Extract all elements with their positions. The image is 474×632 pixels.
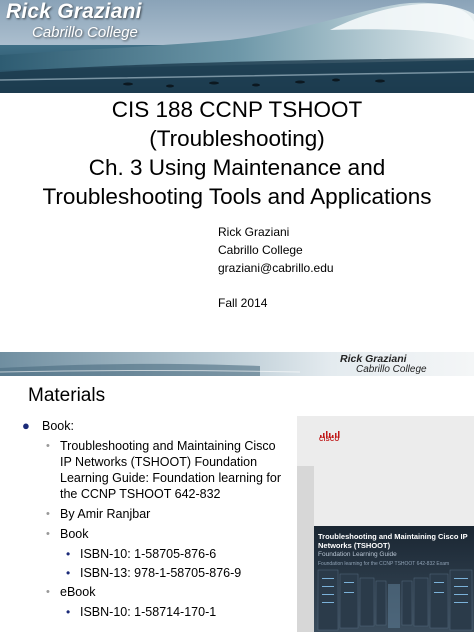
bullet-isbn10: • ISBN-10: 1-58705-876-6 — [22, 546, 282, 562]
slide-title — [0, 95, 474, 211]
bullet-isbn13: • ISBN-13: 978-1-58705-876-9 — [22, 565, 282, 581]
book-spine — [297, 466, 314, 632]
title-line-4: Troubleshooting Tools and Applications — [42, 184, 432, 209]
materials-heading: Materials — [28, 385, 106, 406]
cover-title: Troubleshooting and Maintaining Cisco IP Networks (TSHOOT) — [318, 532, 468, 550]
book-cover — [297, 416, 474, 632]
title-line-1: CIS 188 CCNP TSHOOT — [111, 97, 363, 122]
author-info — [218, 223, 334, 312]
author-email: graziani@cabrillo.edu — [218, 261, 334, 275]
banner-college-name: Cabrillo College — [32, 24, 138, 41]
title-line-2: (Troubleshooting) — [149, 126, 325, 151]
materials-slide — [0, 352, 474, 632]
cisco-logo-text: CISCO — [319, 437, 340, 443]
materials-list — [22, 418, 282, 623]
bullet-ebook-isbn10: • ISBN-10: 1-58714-170-1 — [22, 604, 282, 620]
ocean-wave-banner — [0, 0, 474, 93]
bullet-book-title: • Troubleshooting and Maintaining Cisco IP Networks (TSHOOT) Foundation Learning Guide: Foundation learning for the CCNP TSHOOT 642-832 — [22, 438, 282, 502]
author-term: Fall 2014 — [218, 296, 268, 310]
strip-college-name: Cabrillo College — [356, 364, 427, 375]
bullet-book: ● Book: — [22, 418, 282, 435]
bullet-book-author: • By Amir Ranjbar — [22, 506, 282, 522]
banner-author-name: Rick Graziani — [6, 0, 142, 23]
strip-author-name: Rick Graziani — [340, 353, 407, 365]
author-college: Cabrillo College — [218, 243, 303, 257]
bullet-ebook-label: • eBook — [22, 584, 282, 600]
bullet-book-label: • Book — [22, 526, 282, 542]
author-name: Rick Graziani — [218, 225, 290, 239]
spacer — [218, 277, 334, 294]
cover-tagline: Foundation learning for the CCNP TSHOOT 642-832 Exam — [318, 561, 450, 567]
title-line-3: Ch. 3 Using Maintenance and — [88, 155, 386, 180]
cover-subtitle: Foundation Learning Guide — [318, 551, 397, 558]
header-strip — [0, 352, 474, 376]
